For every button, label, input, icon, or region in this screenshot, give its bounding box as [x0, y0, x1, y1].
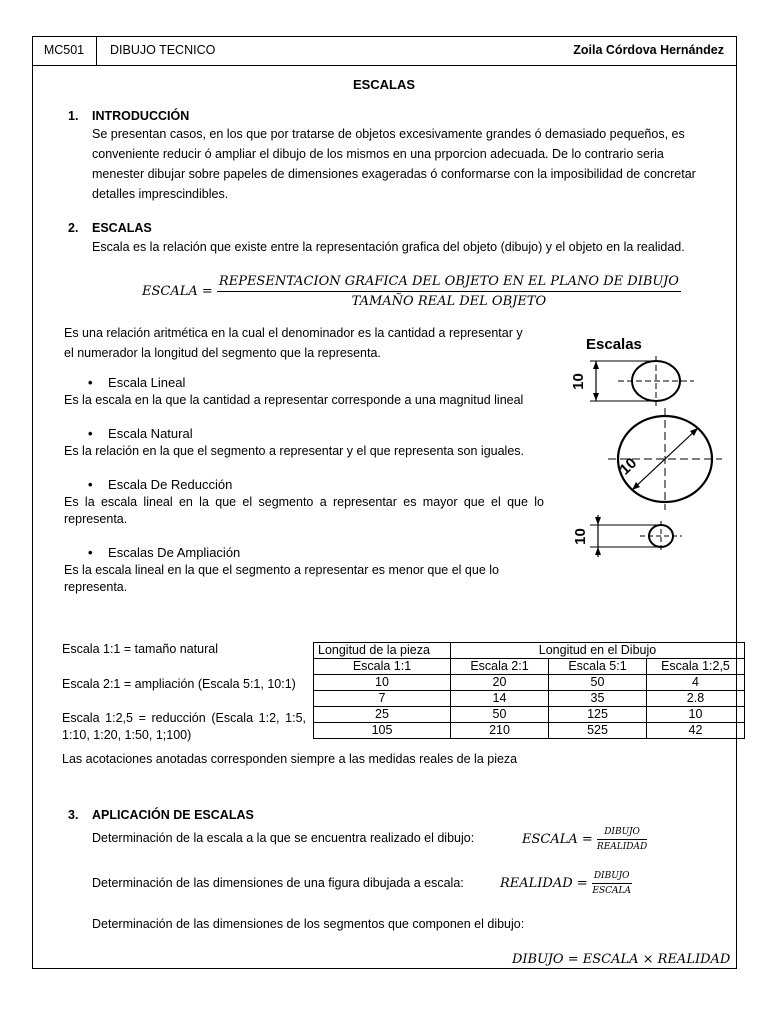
formula-lhs: ESCALA =	[522, 832, 593, 847]
bullet-icon: •	[88, 545, 93, 560]
table-cell: 50	[451, 707, 549, 723]
course-subject: DIBUJO TECNICO	[110, 43, 216, 57]
scale-type-desc: Es la relación en la que el segmento a representar y el que representa son iguales.	[64, 444, 525, 458]
formula-numerator: DIBUJO	[597, 827, 647, 840]
scale-formula-lhs: ESCALA =	[142, 284, 213, 299]
scale-table	[313, 642, 745, 739]
scales-figure	[560, 332, 730, 564]
formula-denominator: ESCALA	[592, 886, 631, 896]
table-cell: 14	[451, 691, 549, 707]
scale-formula-denominator: TAMAÑO REAL DEL OBJETO	[351, 294, 547, 309]
dimension-label: 10	[616, 454, 641, 479]
scale-type-name: Escala Lineal	[108, 375, 186, 390]
table-header-row	[314, 643, 745, 659]
measurements-note: Las acotaciones anotadas corresponden siempre a las medidas reales de la pieza	[62, 752, 518, 766]
scale-type-name: Escala Natural	[108, 426, 193, 441]
scale-type-desc: representa.	[64, 512, 128, 526]
scale-type-desc: Es la escala en la que la cantidad a representar corresponde a una magnitud lineal	[64, 393, 524, 407]
table-header-cell: Escala 2:1	[451, 659, 549, 675]
scale-type-name: Escalas De Ampliación	[108, 545, 241, 560]
relation-paragraph	[64, 323, 544, 363]
table-cell: 10	[314, 675, 451, 691]
bullet-icon: •	[88, 375, 93, 390]
section2-number: 2.	[68, 221, 79, 235]
table-header-cell: Longitud en el Dibujo	[451, 643, 745, 659]
formula-fraction	[597, 827, 647, 852]
section1-line: detalles imprescindibles.	[92, 187, 229, 201]
table-row	[314, 691, 745, 707]
table-cell: 7	[314, 691, 451, 707]
scale-formula-numerator: REPESENTACION GRAFICA DEL OBJETO EN EL PLANO DE DIBUJO	[217, 274, 681, 292]
table-cell: 4	[647, 675, 745, 691]
table-cell: 210	[451, 723, 549, 739]
scale-type-desc: representa.	[64, 580, 128, 594]
table-header-cell: Escala 1:2,5	[647, 659, 745, 675]
table-cell: 42	[647, 723, 745, 739]
scale-note: Escala 1:1 = tamaño natural	[62, 642, 218, 656]
scale-note: Escala 2:1 = ampliación (Escala 5:1, 10:1)	[62, 677, 296, 691]
table-cell: 50	[549, 675, 647, 691]
table-row	[314, 675, 745, 691]
application-item: Determinación de las dimensiones de una figura dibujada a escala:	[92, 876, 464, 890]
section1-number: 1.	[68, 109, 79, 123]
table-cell: 20	[451, 675, 549, 691]
scale-type-natural	[64, 425, 544, 460]
table-cell: 525	[549, 723, 647, 739]
table-cell: 2.8	[647, 691, 745, 707]
formula-lhs: REALIDAD =	[500, 876, 588, 891]
scale-type-reduccion	[64, 476, 544, 528]
section2-intro: Escala es la relación que existe entre la representación grafica del objeto (dibujo) y el objeto en la realidad.	[92, 240, 685, 254]
table-header-cell: Escala 5:1	[549, 659, 647, 675]
scale-type-desc: Es la escala lineal en la que el segmento a representar es mayor que el que lo	[64, 495, 544, 509]
table-header-cell: Escala 1:1	[314, 659, 451, 675]
page-title: ESCALAS	[352, 77, 416, 92]
scale-formula-fraction	[217, 274, 681, 309]
table-cell: 105	[314, 723, 451, 739]
table-header-row	[314, 659, 745, 675]
formula-fraction	[592, 871, 632, 896]
escala-formula	[522, 827, 647, 852]
section1-line: Se presentan casos, en los que por tratarse de objetos excesivamente grandes ó demasiado pequeños, es	[92, 127, 685, 141]
section2-heading: ESCALAS	[92, 221, 152, 235]
realidad-formula	[500, 871, 632, 896]
application-item: Determinación de la escala a la que se encuentra realizado el dibujo:	[92, 831, 475, 845]
author-name: Zoila Córdova Hernández	[573, 43, 724, 57]
scale-formula	[142, 274, 681, 309]
section1-line: menester dibujar sobre papeles de dimensiones exageradas ó conformarse con la imposibilidad de concretar	[92, 167, 696, 181]
scale-type-ampliacion	[64, 544, 544, 596]
dibujo-formula: DIBUJO = ESCALA × REALIDAD	[512, 952, 731, 967]
section3-number: 3.	[68, 808, 79, 822]
scale-note: 1:10, 1:20, 1:50, 1;100)	[62, 728, 192, 742]
course-code: MC501	[32, 36, 97, 65]
section1-body	[92, 124, 732, 204]
scale-type-desc: Es la escala lineal en la que el segmento a representar es menor que el que lo	[64, 563, 499, 577]
figure-title: Escalas	[586, 336, 642, 353]
section1-heading: INTRODUCCIÓN	[92, 109, 190, 123]
formula-numerator: DIBUJO	[592, 871, 632, 884]
page-header	[32, 36, 736, 66]
table-cell: 25	[314, 707, 451, 723]
application-item: Determinación de las dimensiones de los segmentos que componen el dibujo:	[92, 917, 525, 931]
section1-line: conveniente reducir ó ampliar el dibujo de los mismos en una prporcion adecuada. De lo contrario seria	[92, 147, 664, 161]
scale-note: Escala 1:2,5 = reducción (Escala 1:2, 1:5,	[62, 711, 306, 725]
table-header-cell: Longitud de la pieza	[314, 643, 451, 659]
relation-line: Es una relación aritmética en la cual el denominador es la cantidad a representar y	[64, 326, 523, 340]
section3-heading: APLICACIÓN DE ESCALAS	[92, 808, 254, 822]
bullet-icon: •	[88, 426, 93, 441]
table-row	[314, 723, 745, 739]
scale-type-name: Escala De Reducción	[108, 477, 233, 492]
bullet-icon: •	[88, 477, 93, 492]
table-row	[314, 707, 745, 723]
table-cell: 35	[549, 691, 647, 707]
table-cell: 10	[647, 707, 745, 723]
scale-type-lineal	[64, 374, 544, 409]
formula-denominator: REALIDAD	[596, 842, 648, 852]
dimension-label: 10	[571, 528, 589, 545]
dimension-label: 10	[569, 373, 587, 390]
relation-line: el numerador la longitud del segmento que la representa.	[64, 346, 381, 360]
table-cell: 125	[549, 707, 647, 723]
